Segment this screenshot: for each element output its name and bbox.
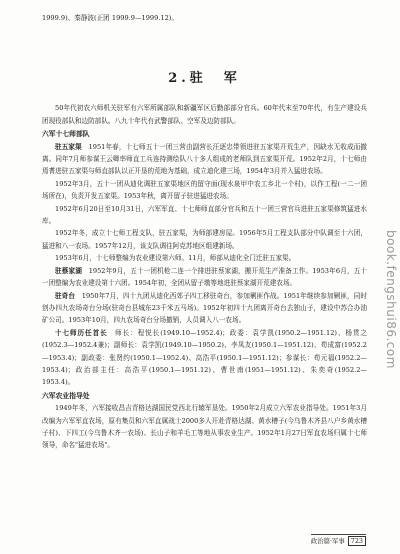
document-page — [42, 10, 367, 452]
paragraph-commanders — [42, 327, 367, 389]
continued-line: 1999.9)、秦静波(正团 1999.9—1999.12)。 — [42, 14, 178, 22]
subheading-17th-division: 六军十七师部队 — [42, 130, 90, 139]
intro-paragraph: 50年代初农六师机关驻军有六军所属部队和新疆军区后勤部部分官兵。60年代末至70年代，有生产建设兵团现役部队和边防部队。八九十年代有武警部队、空军及边防部队。 — [42, 104, 367, 125]
paragraph-2: 1952年3月，五十一团从迪化调驻五家渠地区的留守面(现水泉甲中农工乡北一个村)，以作工程(一二一团场所在)，负责开发五家渠。1953年秋，离开留子驻进猛进农场。 — [42, 179, 367, 201]
paragraph-3: 1952年6月20日至10月31日，六军军直、十七师师直部分官兵和五十一团三营官兵进驻五家渠修筑猛进水库。 — [42, 204, 367, 226]
lead-wujiaqu: 驻五家渠 — [55, 142, 82, 151]
paragraph-caijiahu — [42, 265, 367, 290]
paragraph-5: 1953年6月，十七师整编为农业建设第六师。11月，师部从迪化全门迁驻五家渠。 — [55, 254, 296, 263]
paragraph-agri-office: 1949年冬，六军接收昌吉青格达湖国民党西北行辕军垦处。1950年2月成立六军农业指导处。1951年3月改编为六军军直农场，原有集员和六军直属战士2000多人开赴青格达湖、黄水槽子(今乌鲁木齐县八户乡黄水槽子村)、下四工(今乌鲁木齐一农场)、长山子和羊毛工等地从事农业生产。1952年1月27日军直农场归属十七师领导，命名"猛进农场"。 — [42, 404, 367, 450]
page-number: 723 — [348, 536, 366, 546]
paragraph-4: 1952年冬，成立十七师工程支队，驻五家渠，为师部建房屋。1956年5月工程支队部分中队调至十六团，猛进和八一农场。1957年12月，该支队调往阿克苏地区组建新场。 — [42, 229, 367, 250]
lead-commanders: 十七师历任首长 — [55, 328, 108, 337]
lead-caijiahu: 驻蔡家湖 — [55, 266, 82, 275]
footer-label: 政治篇·军事 — [310, 537, 345, 545]
page-footer — [311, 534, 366, 545]
subheading-agri-office: 六军农业指导处 — [42, 391, 90, 400]
text-caijiahu: 1952年9月，五十一团机枪二连一个排进驻蔡家湖，搬开荒生产准备工作。1953年6月，五十一团整编为农业建设第十六团。1954年初，全团从留子墩等地进驻蔡家湖开荒建农场。 — [42, 266, 368, 288]
paragraph-qitai — [42, 290, 367, 327]
lead-qitai: 驻奇台 — [55, 291, 76, 300]
text-commanders: 师长：程悦长(1949.10—1952.4)；政委：袁学凯(1950.2—1951.12)、杨贯之(1952.3—1952.4兼)；副师长：袁学凯(1949.10—1950.2)、李凤友(1950.1—1951.12)、苟成富(1952.2—1953.4)；副政委：张贤约(1950.1—1952.4)、高浩平(1950.1—1951.12)；参谋长：苟元福(1952.2—1953.4)；政治部主任：高浩平(1950.1—1951.12)、曹世南(1951—1951.12)、朱奕奇(1952.2—1953.4)。 — [42, 328, 368, 387]
watermark-text: book.fengshui86.com — [384, 230, 398, 369]
text-wujiaqu: 1951年春，十七师五十一团三营由副营长汪逐忠带领进驻五家渠开荒生产，因缺水无收成而撤离。同年7月师参谋王云卿率师直工兵连持测绘队八十多人组成的老师队到五家渠开荒。1952年2月，十七师由焉耆进驻五家渠与师直部队以正开垦的荒地为基础，成立迪化建三场，1954年3月并入猛进农场。 — [42, 142, 368, 176]
text-qitai: 1950年7月，四十九团从迪化西郊子四工移驻奇台，参加剿匪作战。1951年继续参加剿匪，同时创办四九农场奇台分场(驻奇台县城东23千米五马场)。1952年初四十九团离开奇台去独山子，建设中苏合办油矿公司。1953年10月，四九农场奇台分场撤销，人员调入八一农场。 — [42, 291, 368, 325]
paragraph-wujiaqu — [42, 141, 367, 178]
section-title: 2.驻 军 — [168, 71, 241, 87]
